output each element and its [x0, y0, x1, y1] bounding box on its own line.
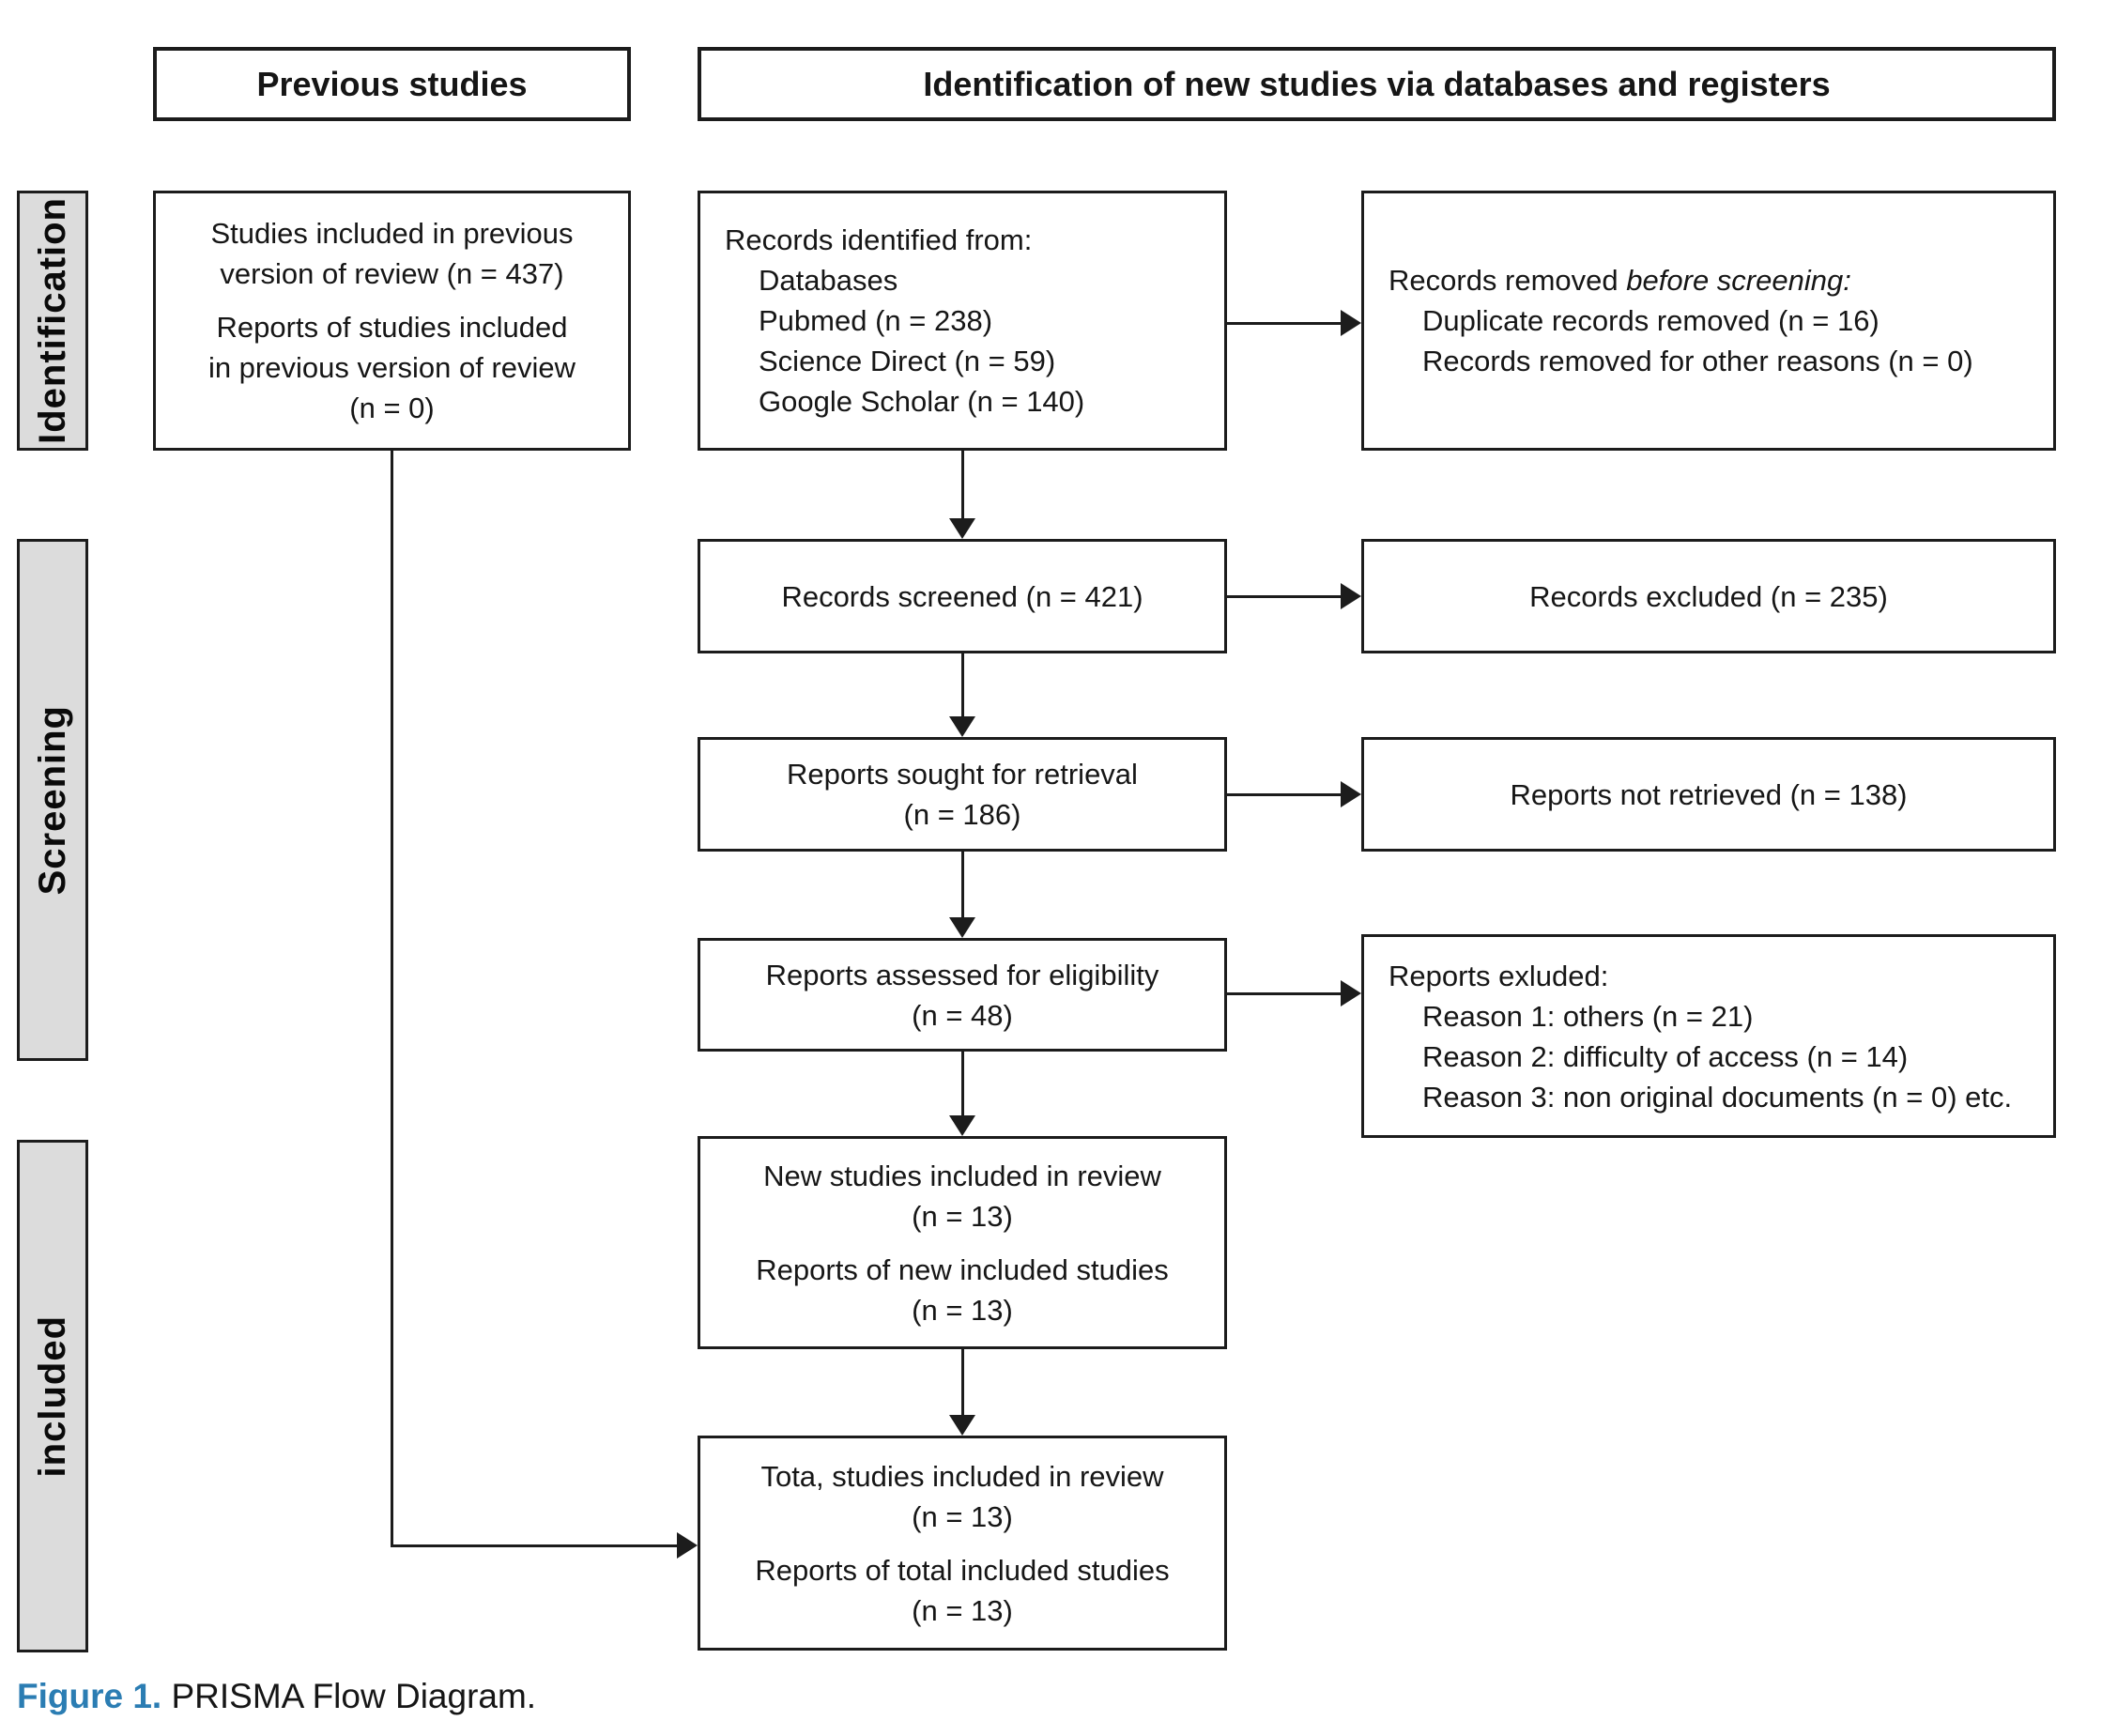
records-removed-title-italic: before screening: — [1626, 264, 1851, 297]
records-removed-item: Duplicate records removed (n = 16) — [1422, 304, 1880, 337]
new-studies-line: (n = 13) — [912, 1199, 1013, 1233]
box-records-identified — [698, 191, 1227, 451]
arrow-assessed-to-excluded-head — [1341, 980, 1361, 1006]
box-records-removed — [1361, 191, 2056, 451]
reports-excluded-title: Reports exluded: — [1389, 959, 1609, 992]
arrow-identified-to-removed-head — [1341, 310, 1361, 336]
total-studies-line: Tota, studies included in review — [760, 1459, 1164, 1493]
records-removed-title — [1389, 260, 1851, 300]
reports-excluded-item: Reason 2: difficulty of access (n = 14) — [1422, 1039, 1909, 1073]
reports-excluded-item: Reason 3: non original documents (n = 0) etc. — [1422, 1080, 2013, 1114]
box-records-screened — [698, 539, 1227, 653]
figure-caption — [17, 1677, 536, 1716]
arrow-assessed-to-new-head — [949, 1115, 975, 1136]
header-identification-new-studies-label: Identification of new studies via databases and registers — [923, 64, 1831, 103]
box-reports-assessed — [698, 938, 1227, 1052]
arrow-assessed-to-excluded-line — [1227, 992, 1343, 995]
previous-review-line: Reports of studies included — [216, 311, 568, 344]
reports-sought-line: Reports sought for retrieval — [787, 758, 1138, 791]
box-new-studies-included — [698, 1136, 1227, 1349]
sidebar-included-label: included — [31, 1314, 73, 1478]
box-previous-review — [153, 191, 631, 451]
records-removed-item: Records removed for other reasons (n = 0) — [1422, 345, 1973, 377]
records-identified-item: Google Scholar (n = 140) — [759, 385, 1085, 418]
arrow-identified-to-screened-line — [961, 451, 964, 520]
total-studies-line: (n = 13) — [912, 1499, 1013, 1533]
arrow-sought-to-not-retrieved-head — [1341, 781, 1361, 807]
figure-caption-label: Figure 1. — [17, 1677, 162, 1715]
previous-review-line: Studies included in previous — [210, 217, 574, 250]
records-screened-line: Records screened (n = 421) — [781, 579, 1143, 613]
box-total-studies-included — [698, 1436, 1227, 1651]
reports-sought-line: (n = 186) — [903, 798, 1021, 831]
total-studies-line: (n = 13) — [912, 1593, 1013, 1627]
header-previous-studies-label: Previous studies — [256, 64, 528, 103]
box-records-excluded — [1361, 539, 2056, 653]
records-identified-item: Databases — [759, 264, 898, 297]
header-previous-studies — [153, 47, 631, 121]
total-studies-line: Reports of total included studies — [755, 1553, 1170, 1587]
previous-review-line: version of review (n = 437) — [220, 257, 564, 290]
arrow-sought-to-assessed-head — [949, 917, 975, 938]
arrow-screened-to-sought-head — [949, 716, 975, 737]
sidebar-screening-bar — [17, 539, 88, 1061]
reports-assessed-line: (n = 48) — [912, 998, 1013, 1032]
arrow-previous-to-total-vline — [391, 451, 393, 1546]
new-studies-line: New studies included in review — [763, 1159, 1161, 1192]
records-identified-item: Pubmed (n = 238) — [759, 304, 993, 337]
arrow-identified-to-screened-head — [949, 518, 975, 539]
header-identification-new-studies — [698, 47, 2056, 121]
sidebar-screening-label: Screening — [31, 704, 73, 896]
records-identified-item: Science Direct (n = 59) — [759, 345, 1056, 377]
arrow-screened-to-excluded-line — [1227, 595, 1343, 598]
reports-assessed-line: Reports assessed for eligibility — [765, 958, 1159, 991]
arrow-assessed-to-new-line — [961, 1052, 964, 1117]
box-reports-not-retrieved — [1361, 737, 2056, 852]
box-reports-sought — [698, 737, 1227, 852]
arrow-previous-to-total-head — [677, 1532, 698, 1559]
figure-caption-text: PRISMA Flow Diagram. — [161, 1677, 537, 1715]
arrow-previous-to-total-hline — [391, 1544, 677, 1547]
arrow-sought-to-not-retrieved-line — [1227, 793, 1343, 796]
arrow-new-to-total-head — [949, 1415, 975, 1436]
records-identified-title: Records identified from: — [725, 223, 1033, 256]
records-excluded-line: Records excluded (n = 235) — [1529, 579, 1888, 613]
records-removed-title-normal: Records removed — [1389, 264, 1627, 297]
sidebar-identification-bar — [17, 191, 88, 451]
reports-excluded-item: Reason 1: others (n = 21) — [1422, 999, 1754, 1033]
arrow-screened-to-sought-line — [961, 653, 964, 718]
sidebar-included-bar — [17, 1140, 88, 1652]
new-studies-line: Reports of new included studies — [756, 1252, 1169, 1286]
box-reports-excluded — [1361, 934, 2056, 1138]
new-studies-line: (n = 13) — [912, 1293, 1013, 1327]
sidebar-identification-label: Identification — [31, 197, 73, 444]
previous-review-line: (n = 0) — [349, 392, 435, 424]
arrow-screened-to-excluded-head — [1341, 583, 1361, 609]
arrow-sought-to-assessed-line — [961, 852, 964, 919]
reports-not-retrieved-line: Reports not retrieved (n = 138) — [1510, 777, 1908, 811]
previous-review-line: in previous version of review — [207, 351, 576, 384]
arrow-new-to-total-line — [961, 1349, 964, 1417]
arrow-identified-to-removed-line — [1227, 322, 1343, 325]
